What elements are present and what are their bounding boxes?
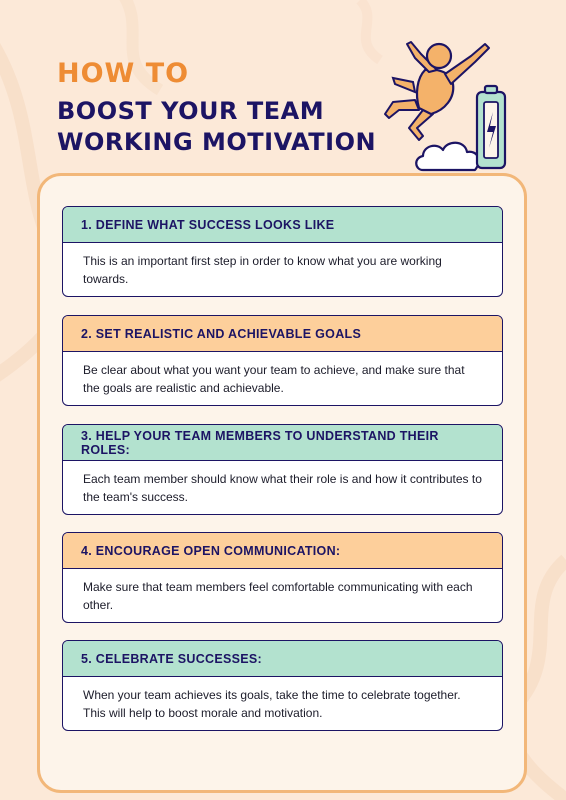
title-line-2: WORKING MOTIVATION [57, 128, 377, 156]
step-1-heading: 1. DEFINE WHAT SUCCESS LOOKS LIKE [63, 207, 502, 243]
step-4 [62, 532, 503, 623]
step-2 [62, 315, 503, 406]
step-3-heading: 3. HELP YOUR TEAM MEMBERS TO UNDERSTAND THEIR ROLES: [63, 425, 502, 461]
step-2-heading: 2. SET REALISTIC AND ACHIEVABLE GOALS [63, 316, 502, 352]
step-3-text: Each team member should know what their role is and how it contributes to the team's success. [83, 472, 482, 504]
step-5-heading: 5. CELEBRATE SUCCESSES: [63, 641, 502, 677]
title-block [57, 58, 376, 158]
title-kicker: HOW TO [57, 58, 190, 89]
step-1-text: This is an important first step in order to know what you are working towards. [83, 254, 442, 286]
step-5-text: When your team achieves its goals, take the time to celebrate together. This will help to boost morale and motivation. [83, 688, 461, 720]
person-jumping-with-battery-icon [375, 36, 515, 178]
title-line-1: BOOST YOUR TEAM [57, 97, 325, 125]
step-4-text: Make sure that team members feel comfortable communicating with each other. [83, 580, 473, 612]
step-5 [62, 640, 503, 731]
step-2-text: Be clear about what you want your team to achieve, and make sure that the goals are realistic and achievable. [83, 363, 465, 395]
step-3 [62, 424, 503, 515]
step-1 [62, 206, 503, 297]
step-4-heading: 4. ENCOURAGE OPEN COMMUNICATION: [63, 533, 502, 569]
